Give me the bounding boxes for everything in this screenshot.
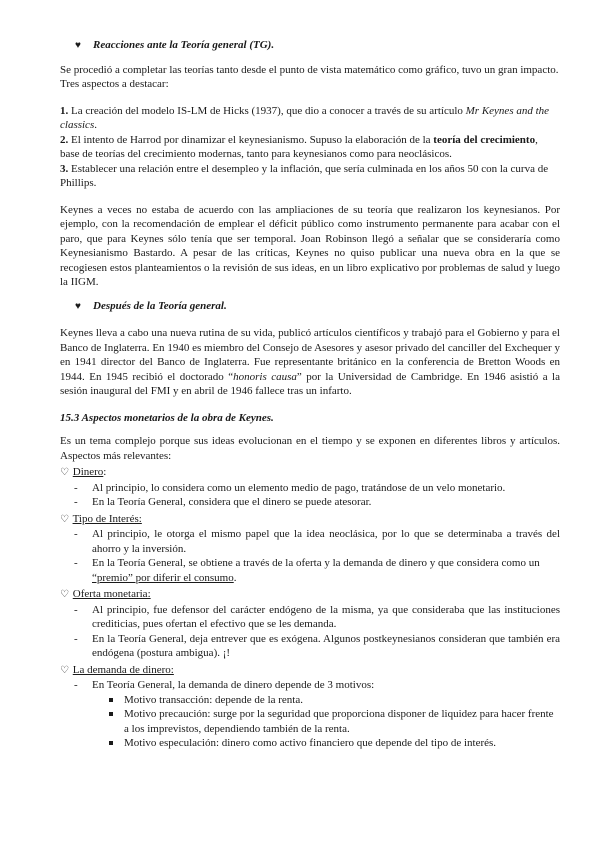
- list-item: Motivo transacción: depende de la renta.: [98, 693, 560, 708]
- heart-bullet-icon: ♥: [75, 40, 81, 51]
- heading-despues: ♥ Después de la Teoría general.: [75, 299, 560, 315]
- heart-bullet-icon: ♥: [75, 300, 81, 312]
- interes-list: [60, 527, 560, 585]
- list-item: - En Teoría General, la demanda de dinero depende de 3 motivos: Motivo transacción: depende de la renta. Motivo precaución: surge por la seguridad que proporciona disponer de liquidez para hacer frente a los imprevistos, dependiendo también de la renta. Motivo especulación: dinero como activo financiero que depende del tipo de interés.: [60, 678, 560, 751]
- paragraph-keynes-critics: Keynes a veces no estaba de acuerdo con las ampliaciones de su teoría que realizaron los keynesianos. Por ejemplo, con la recomendación de emplear el déficit público como instrumento permanente para acabar con el paro, que para Keynes sólo tenía que ser temporal. Joan Robinson llegó a señalar que se consideraría como Keynesianismo Bastardo. A pesar de las críticas, Keynes no quiso publicar una nueva obra en la que se recogiesen estos planteamientos o la revisión de sus ideas, en un libro explicativo por problemas de salud y luego la IIGM.: [60, 203, 560, 288]
- list-item: - Al principio, fue defensor del carácter endógeno de la misma, ya que consideraba que las instituciones crediticias, pues ofertan el efectivo que se les demanda.: [60, 603, 560, 632]
- document-page: [60, 38, 560, 751]
- section-title-monetary: 15.3 Aspectos monetarios de la obra de Keynes.: [60, 411, 274, 424]
- paragraph-intro: Se procedió a completar las teorías tanto desde el punto de vista matemático como gráfico, tuvo un gran impacto. Tres aspectos a destacar:: [60, 63, 559, 90]
- numbered-list: [60, 104, 560, 191]
- topic-demanda-dinero: ♡ La demanda de dinero:: [60, 663, 560, 679]
- motives-list: [92, 693, 560, 751]
- heart-outline-icon: ♡: [60, 664, 69, 676]
- oferta-list: [60, 603, 560, 661]
- heart-outline-icon: ♡: [60, 467, 69, 478]
- heading-reacciones: ♥ Reacciones ante la Teoría general (TG).: [75, 38, 560, 54]
- list-item: Motivo especulación: dinero como activo financiero que depende del tipo de interés.: [98, 736, 560, 751]
- list-item: 3. Establecer una relación entre el desempleo y la inflación, que sería culminada en los años 50 con la curva de Phillips.: [60, 162, 549, 189]
- list-item: 2. El intento de Harrod por dinamizar el keynesianismo. Supuso la elaboración de la teoría del crecimiento, base de teorías del crecimiento modernas, tanto para keynesianos como para neoclásicos.: [60, 133, 538, 160]
- paragraph-after-tg: Keynes lleva a cabo una nueva rutina de su vida, publicó artículos científicos y trabajó para el Gobierno y para el Banco de Inglaterra. En 1940 es miembro del Consejo de Asesores y asesor privado del canciller del Exchequer y en 1941 director del Banco de Inglaterra. Fue representante británico en la conferencia de Bretton Woods en 1944. En 1945 recibió el doctorado “honoris causa” por la Universidad de Cambridge. En 1946 asistió a la sesión inaugural del FMI y en abril de 1946 fallece tras un infarto.: [60, 327, 560, 397]
- list-item: - En la Teoría General, se obtiene a través de la oferta y la demanda de dinero y que considera como un “premio” por diferir el consumo.: [60, 556, 560, 585]
- list-item: - Al principio, lo considera como un elemento medio de pago, tratándose de un velo monetario.: [60, 481, 560, 496]
- topic-oferta-monetaria: ♡ Oferta monetaria:: [60, 587, 560, 603]
- list-item: - Al principio, le otorga el mismo papel que la idea neoclásica, por lo que se determinaba a través del ahorro y la inversión.: [60, 527, 560, 556]
- list-item: Motivo precaución: surge por la seguridad que proporciona disponer de liquidez para hacer frente a los imprevistos, dependiendo también de la renta.: [98, 707, 560, 736]
- topic-tipo-interes: ♡ Tipo de Interés:: [60, 512, 560, 528]
- paragraph-monetary-intro: Es un tema complejo porque sus ideas evolucionan en el tiempo y se exponen en diferentes libros y artículos. Aspectos más relevantes:: [60, 435, 560, 462]
- dinero-list: [60, 481, 560, 510]
- heart-outline-icon: ♡: [60, 513, 69, 525]
- list-item: - En la Teoría General, deja entrever que es exógena. Algunos postkeynesianos consideran que también era endógena (postura ambigua). ¡!: [60, 632, 560, 661]
- list-item: - En la Teoría General, considera que el dinero se puede atesorar.: [60, 495, 560, 510]
- topic-dinero: ♡ Dinero:: [60, 465, 560, 481]
- demanda-list: [60, 678, 560, 751]
- heart-outline-icon: ♡: [60, 589, 69, 600]
- list-item: 1. La creación del modelo IS-LM de Hicks (1937), que dio a conocer a través de su artículo Mr Keynes and the classics.: [60, 104, 550, 131]
